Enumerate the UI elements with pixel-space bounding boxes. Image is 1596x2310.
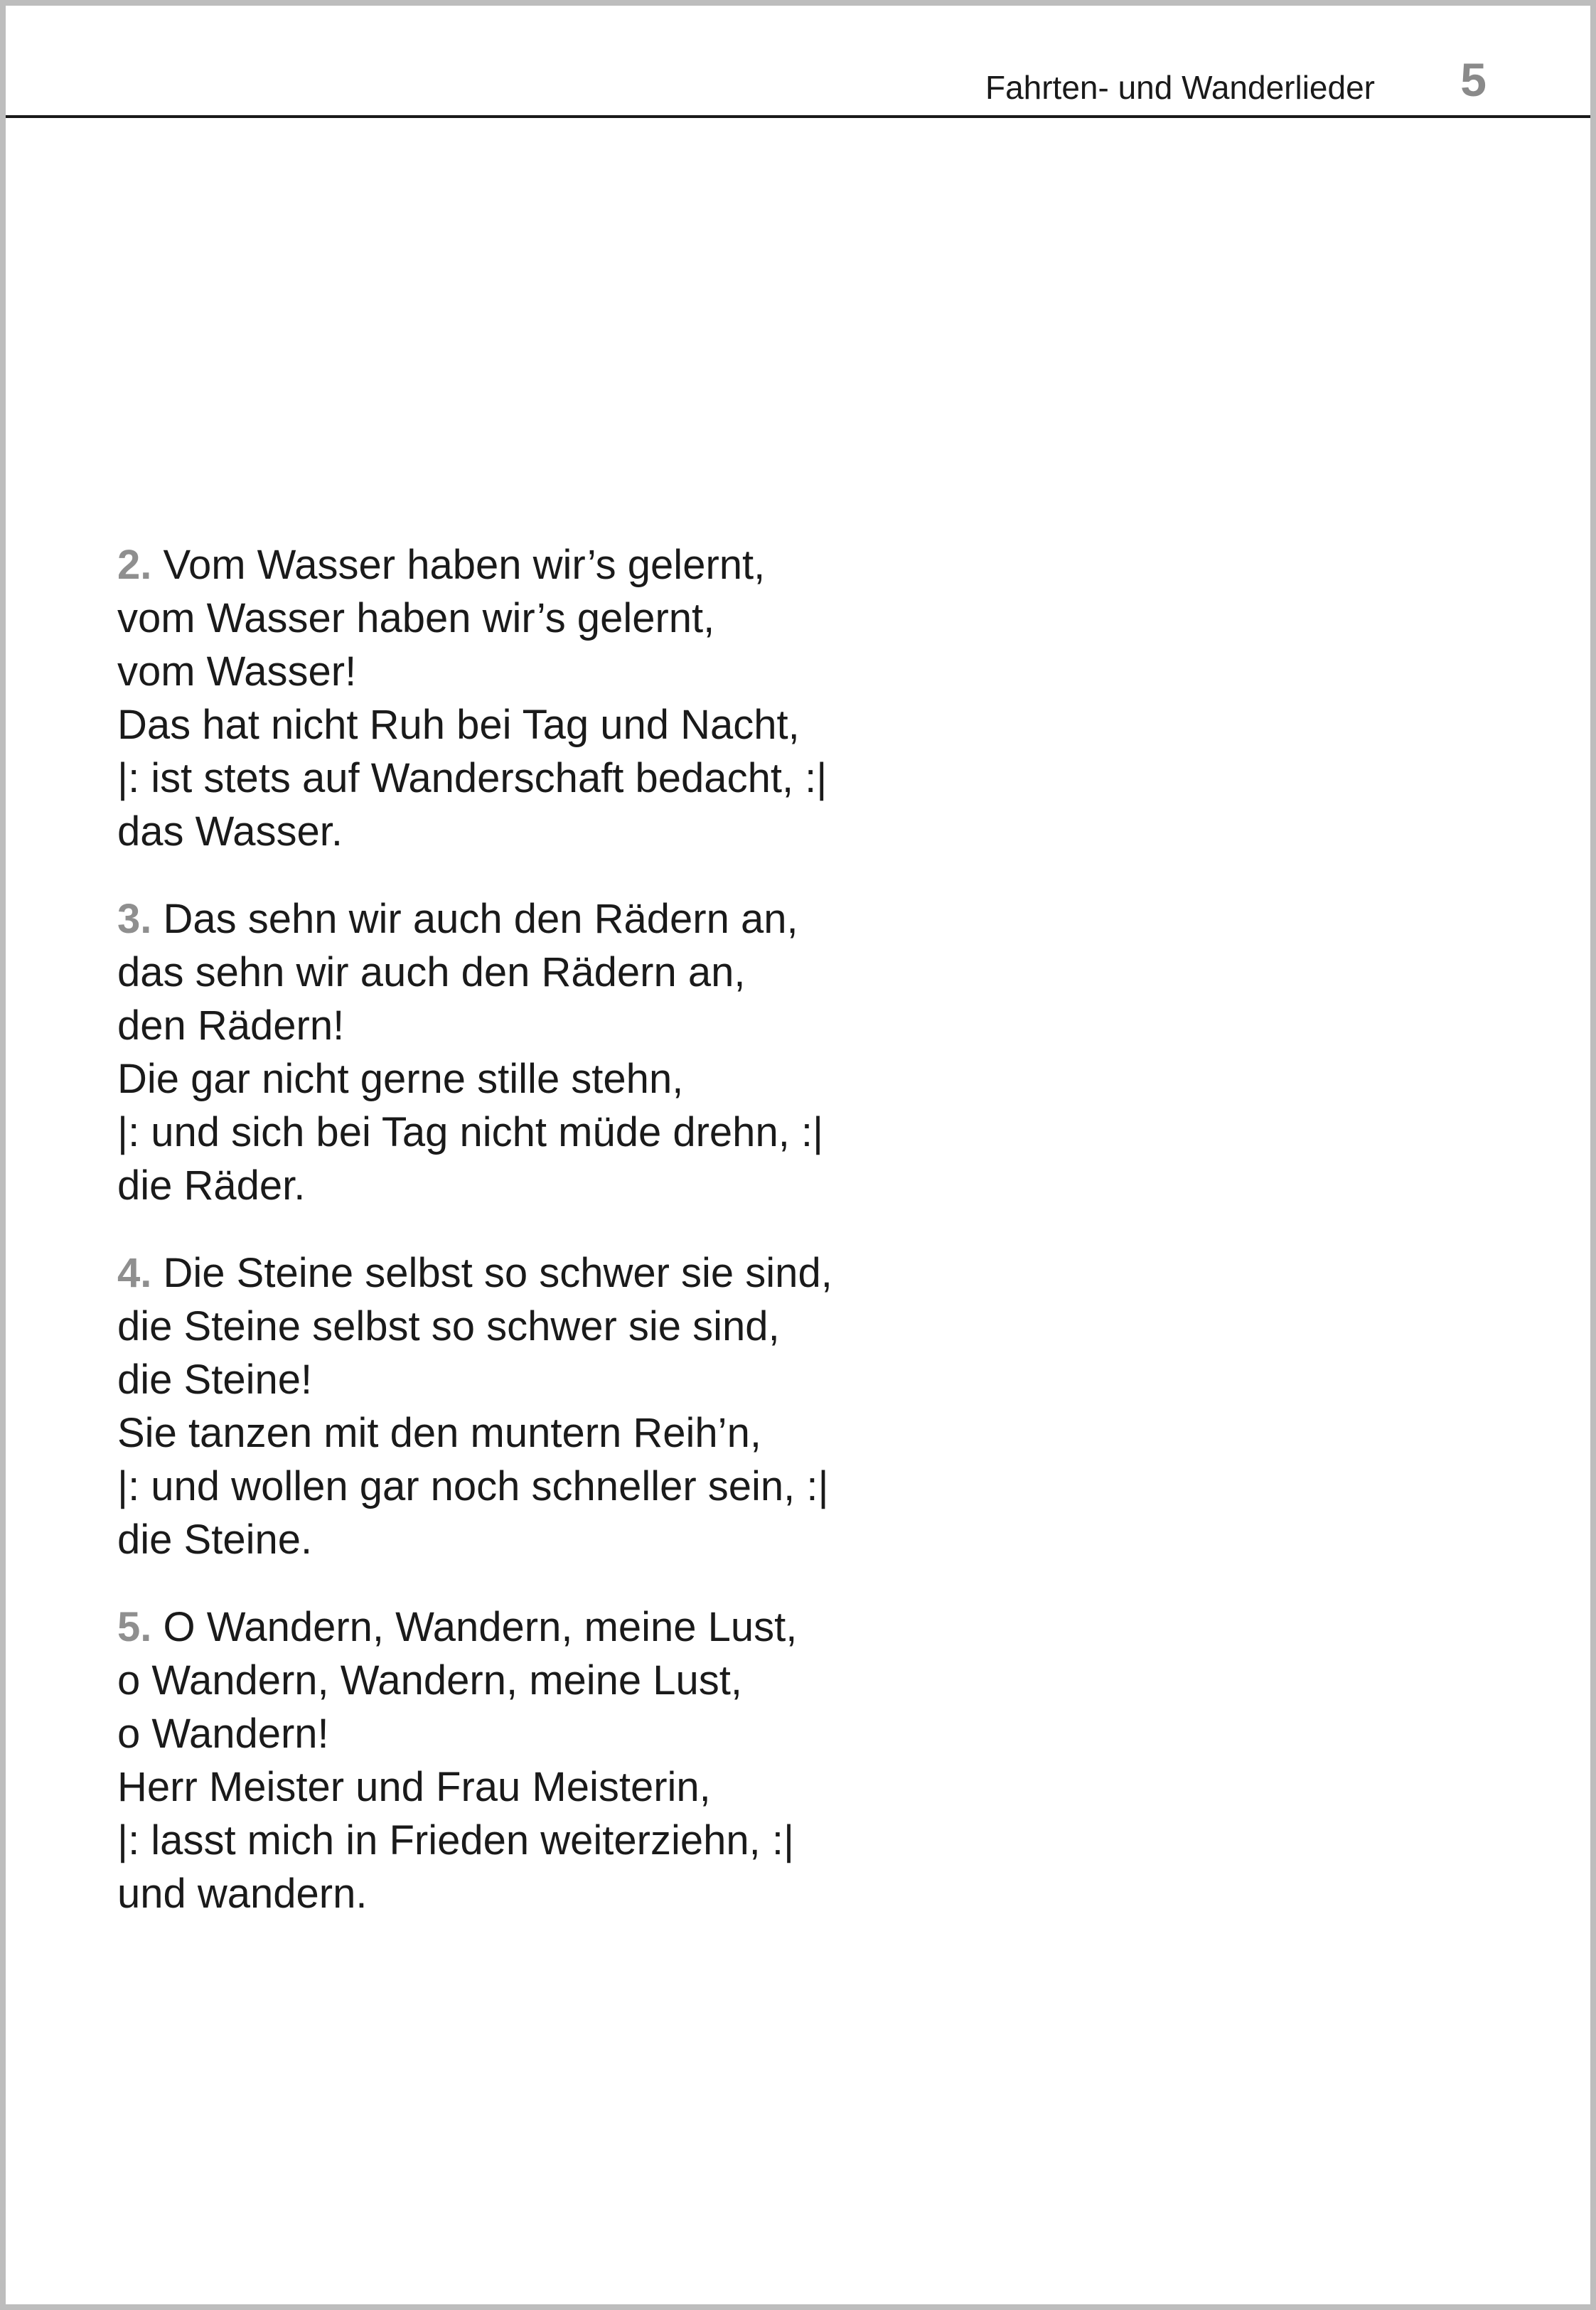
verse-line: Die gar nicht gerne stille stehn, — [117, 1056, 684, 1102]
verse-line: die Steine selbst so schwer sie sind, — [117, 1303, 780, 1349]
verse-number: 4. — [117, 1250, 152, 1296]
verse-line-text: Das sehn wir auch den Rädern an, — [163, 896, 798, 942]
verse-line: vom Wasser! — [117, 648, 357, 695]
verse-line-text: Vom Wasser haben wir’s gelernt, — [163, 542, 766, 588]
verse-line: Sie tanzen mit den muntern Reih’n, — [117, 1410, 761, 1456]
page-header — [6, 0, 1590, 118]
verse-line: o Wandern, Wandern, meine Lust, — [117, 1657, 743, 1704]
verse-line: |: und wollen gar noch schneller sein, :| — [117, 1463, 829, 1509]
verse-3 — [117, 892, 1184, 1212]
verse-line: die Steine! — [117, 1357, 313, 1403]
page-number: 5 — [1460, 53, 1487, 106]
verse-number: 2. — [117, 542, 152, 588]
verse-line: Herr Meister und Frau Meisterin, — [117, 1764, 711, 1810]
verse-line: |: lasst mich in Frieden weiterziehn, :| — [117, 1817, 795, 1863]
verse-line: den Rädern! — [117, 1002, 345, 1049]
verse-5 — [117, 1600, 1184, 1920]
verse-line: |: ist stets auf Wanderschaft bedacht, :| — [117, 755, 828, 801]
verse-line — [117, 892, 1184, 946]
verse-line: vom Wasser haben wir’s gelernt, — [117, 595, 715, 641]
verse-number: 5. — [117, 1604, 152, 1650]
verse-line: die Steine. — [117, 1517, 313, 1563]
verse-line-text: O Wandern, Wandern, meine Lust, — [163, 1604, 798, 1650]
section-title: Fahrten- und Wanderlieder — [985, 69, 1375, 106]
verse-line: das Wasser. — [117, 808, 343, 855]
verse-number: 3. — [117, 896, 152, 942]
verse-line — [117, 1600, 1184, 1654]
verse-line: das sehn wir auch den Rädern an, — [117, 949, 746, 995]
verse-line-text: Die Steine selbst so schwer sie sind, — [163, 1250, 832, 1296]
verse-4 — [117, 1246, 1184, 1566]
verse-line: o Wandern! — [117, 1711, 329, 1757]
verse-2 — [117, 538, 1184, 858]
verse-line — [117, 1246, 1184, 1300]
verse-line: Das hat nicht Ruh bei Tag und Nacht, — [117, 702, 800, 748]
verse-line: die Räder. — [117, 1162, 306, 1209]
verse-line: und wandern. — [117, 1871, 368, 1917]
song-verses — [117, 538, 1184, 1955]
verse-line: |: und sich bei Tag nicht müde drehn, :| — [117, 1109, 824, 1155]
verse-line — [117, 538, 1184, 592]
